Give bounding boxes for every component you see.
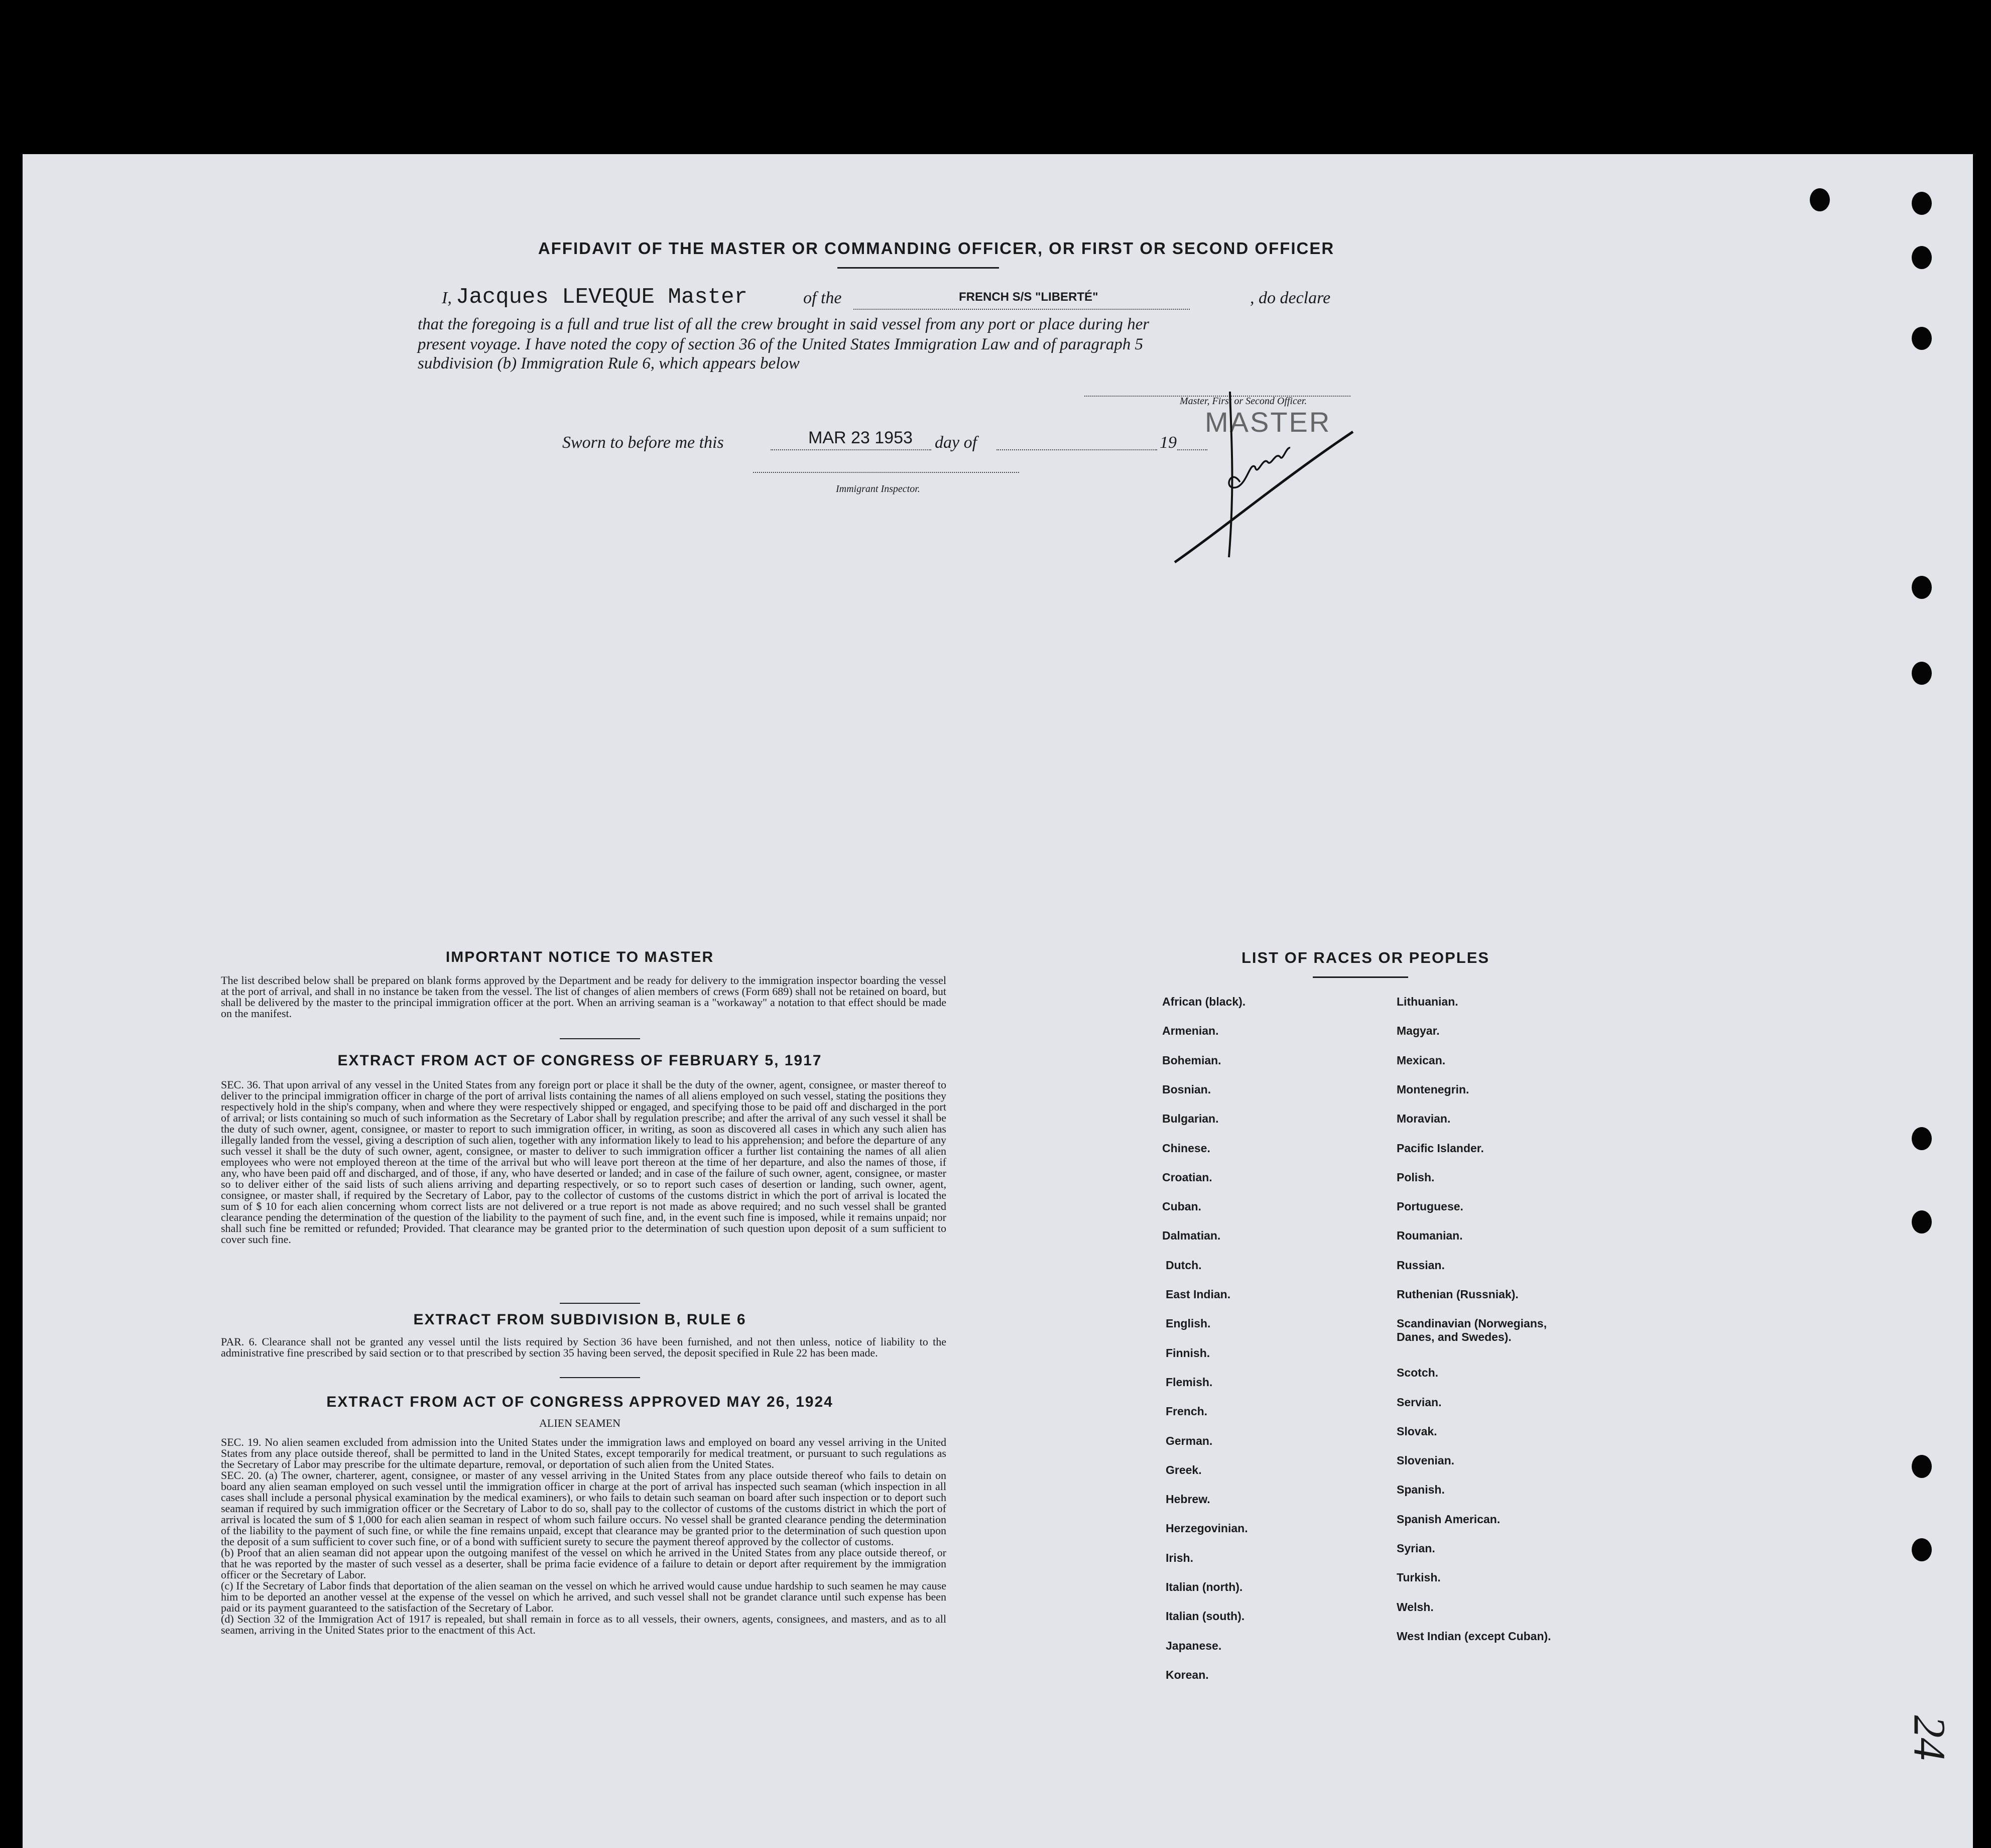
race-item: Armenian.: [1162, 1024, 1219, 1037]
sec-20-paragraph: SEC. 20. (a) The owner, charterer, agent, consignee, or master of any vessel arriving in the United States from any place outside thereof who fails to detain on board any alien seaman employed on such vessel until the immigration officer in charge at the port of arrival has inspected such seaman (which inspection in all cases shall include a personal physical examination by the medical examiners), or who fails to detain such seaman on board after such inspection or to deport such seaman if required by such immigration officer or the Secretary of Labor to do so, shall pay to the collector of customs of the customs district in which the port of arrival is located the sum of $ 1,000 for each alien seaman in respect of whom such failure occurs. No vessel shall be granted clearance pending the determination of the liability to the payment of such fine, or while the fine remains unpaid, except that clearance may be granted prior to the determination of such question upon the deposit of a sum sufficient to cover such fine, or of a bond with sufficient surety to secure the payment thereof approved by the collector of customs.: [221, 1469, 946, 1548]
of-the-text: of the: [803, 289, 842, 307]
race-item: Croatian.: [1162, 1171, 1212, 1184]
typed-master-name: Jacques LEVEQUE Master: [456, 285, 748, 310]
race-item: Bohemian.: [1162, 1054, 1221, 1067]
margin-number: 24: [1904, 1715, 1954, 1761]
handwritten-signature: [1155, 392, 1365, 567]
race-item: Slovenian.: [1397, 1454, 1455, 1467]
race-item: Scandinavian (Norwegians, Danes, and Swedes).: [1397, 1317, 1547, 1343]
date-line: [771, 449, 931, 450]
extract3-title: EXTRACT FROM ACT OF CONGRESS APPROVED MAY 26, 1924: [326, 1394, 833, 1410]
race-item: Welsh.: [1397, 1600, 1434, 1614]
race-item: Pacific Islander.: [1397, 1142, 1484, 1155]
race-item: African (black).: [1162, 995, 1246, 1008]
race-item: Bulgarian.: [1162, 1112, 1219, 1125]
do-declare-text: , do declare: [1250, 289, 1331, 307]
race-item: Magyar.: [1397, 1024, 1440, 1037]
race-item: Dutch.: [1166, 1259, 1202, 1272]
sec-19-paragraph: SEC. 19. No alien seamen excluded from admission into the United States under the immigration laws and employed on board any vessel arriving in the United States from any place outside thereof, shall be permitted to land in the United States, except temporarily for medical treatment, or pursuant to such regulations as the Secretary of Labor may prescribe for the ultimate departure, removal, or deportation of such alien from the United States.: [221, 1436, 946, 1470]
race-item: Irish.: [1166, 1551, 1193, 1564]
sec-20b-paragraph: (b) Proof that an alien seaman did not appear upon the outgoing manifest of the vessel on which he arrived in the United States from any place outside thereof, or that he was reported by the master of such vessel as a deserter, shall be prima facie evidence of a failure to detain or deport after requirement by the immigration officer or the Secretary of Labor.: [221, 1546, 946, 1581]
race-item: Cuban.: [1162, 1200, 1201, 1213]
binder-hole: [1912, 327, 1932, 350]
extract2-title: EXTRACT FROM SUBDIVISION B, RULE 6: [413, 1311, 746, 1328]
race-item: Korean.: [1166, 1668, 1209, 1681]
race-item: Scotch.: [1397, 1366, 1439, 1379]
race-item: Ruthenian (Russniak).: [1397, 1288, 1519, 1301]
binder-hole: [1912, 192, 1932, 215]
binder-hole: [1912, 1210, 1932, 1234]
year-prefix: 19: [1160, 433, 1177, 452]
race-item: Syrian.: [1397, 1542, 1435, 1555]
sec-20d-paragraph: (d) Section 32 of the Immigration Act of 1917 is repealed, but shall remain in force as to all vessels, their owners, agents, consignees, and masters, and as to all seamen, arriving in the United States prior to the enactment of this Act.: [221, 1613, 946, 1636]
vessel-line: [853, 309, 1190, 310]
race-item: Montenegrin.: [1397, 1083, 1469, 1096]
extract3-body: [221, 1437, 946, 1636]
day-of-text: day of: [935, 433, 977, 452]
inspector-caption: Immigrant Inspector.: [836, 483, 920, 495]
race-item: Hebrew.: [1166, 1493, 1210, 1506]
affidavit-title: AFFIDAVIT OF THE MASTER OR COMMANDING OFFICER, OR FIRST OR SECOND OFFICER: [538, 239, 1335, 258]
race-item: English.: [1166, 1317, 1211, 1330]
extract1-title: EXTRACT FROM ACT OF CONGRESS OF FEBRUARY 5, 1917: [337, 1052, 822, 1069]
race-item: German.: [1166, 1434, 1213, 1447]
race-item: French.: [1166, 1405, 1208, 1418]
extract2-rule: [560, 1377, 640, 1378]
race-item: Flemish.: [1166, 1376, 1213, 1389]
notice-body: The list described below shall be prepared on blank forms approved by the Department and be ready for delivery to the immigration inspector boarding the vessel at the port of arrival, and shall in no instance be taken from the vessel. The list of changes of alien members of crews (Form 689) shall not be retained on board, but shall be delivered by the master to the principal immigration officer at the port. When an arriving seaman is a "workaway" a notation to that effect should be made on the manifest.: [221, 974, 946, 1020]
race-item: Greek.: [1166, 1463, 1202, 1476]
notice-rule: [560, 1038, 640, 1039]
race-item: Slovak.: [1397, 1425, 1437, 1438]
race-item: Mexican.: [1397, 1054, 1446, 1067]
race-item: Moravian.: [1397, 1112, 1451, 1125]
races-title-rule: [1313, 976, 1408, 978]
race-item: Turkish.: [1397, 1571, 1441, 1584]
race-item: Servian.: [1397, 1396, 1442, 1409]
binder-hole: [1912, 576, 1932, 599]
extract2-body: PAR. 6. Clearance shall not be granted any vessel until the lists required by Section 36 have been furnished, and not then unless, notice of liability to the administrative fine prescribed by said section or to that prescribed by section 35 having been served, the deposit specified in Rule 22 has been made.: [221, 1335, 946, 1359]
race-item: Japanese.: [1166, 1639, 1222, 1652]
race-item: Russian.: [1397, 1259, 1445, 1272]
race-item: Bosnian.: [1162, 1083, 1211, 1096]
race-item: Roumanian.: [1397, 1229, 1463, 1242]
inspector-signature-line: [753, 472, 1019, 473]
binder-hole: [1912, 1455, 1932, 1478]
affidavit-line3: present voyage. I have noted the copy of section 36 of the United States Immigration Law and of paragraph 5: [418, 335, 1144, 353]
race-item: Italian (south).: [1166, 1610, 1245, 1623]
race-item: Lithuanian.: [1397, 995, 1458, 1008]
race-item: Herzegovinian.: [1166, 1522, 1248, 1535]
extract1-rule: [560, 1303, 640, 1304]
vessel-stamp: FRENCH S/S "LIBERTÉ": [959, 290, 1098, 304]
race-item: Spanish.: [1397, 1483, 1445, 1496]
binder-hole: [1912, 1127, 1932, 1150]
binder-hole: [1912, 662, 1932, 685]
race-item: East Indian.: [1166, 1288, 1231, 1301]
binder-hole: [1912, 1538, 1932, 1561]
binder-hole: [1912, 246, 1932, 269]
extract1-body: SEC. 36. That upon arrival of any vessel in the United States from any foreign port or place it shall be the duty of the owner, agent, consignee, or master thereof to deliver to the principal immigration officer in charge of the port of arrival lists containing the names of all aliens employed on such vessel, stating the positions they respectively hold in the ship's company, when and where they were respectively shipped or engaged, and specifying those to be paid off and discharged in the port of arrival; or lists containing so much of such information as the Secretary of Labor shall by regulation prescribe; and after the arrival of any such vessel it shall be the duty of such owner, agent, consignee, or master to report to such immigration officer, in writing, as soon as discovered all cases in which any such alien has illegally landed from the vessel, giving a description of such alien, together with any information likely to lead to his apprehension; and before the departure of any such vessel it shall be the duty of such owner, agent, consignee, or master to deliver to such immigration officer a further list containing the names of all alien employees who were not employed thereon at the time of the arrival but who will leave port thereon at the time of her departure, and also the names of those, if any, who have been paid off and discharged, and of those, if any, who have deserted or landed; and in case of the failure of such owner, agent, consignee, or master so to deliver either of the said lists of such aliens arriving and departing respectively, or so to report such cases of desertion or landing, such owner, agent, consignee, or master shall, if required by the Secretary of Labor, pay to the collector of customs of the customs district in which the port of arrival is located the sum of $ 10 for each alien concerning whom correct lists are not delivered or a true report is not made as above required; and no such vessel shall be granted clearance pending the determination of the question of the liability to the payment of such fine, and, in the event such fine is imposed, while it remains unpaid; nor shall such fine be remitted or refunded; Provided. That clearance may be granted prior to the determination of such question upon deposit of a sum sufficient to cover such fine.: [221, 1078, 946, 1246]
title-rule: [837, 267, 999, 269]
extract3-subtitle: ALIEN SEAMEN: [539, 1417, 620, 1429]
affidavit-line1: [442, 285, 1355, 311]
race-item: Finnish.: [1166, 1346, 1210, 1360]
binder-hole: [1810, 188, 1830, 211]
race-item: Portuguese.: [1397, 1200, 1463, 1213]
sworn-text: Sworn to before me this: [562, 433, 724, 452]
race-item: West Indian (except Cuban).: [1397, 1630, 1551, 1643]
officer-caption: Master, First or Second Officer.: [1180, 396, 1307, 407]
race-item: Polish.: [1397, 1171, 1435, 1184]
affidavit-line2: that the foregoing is a full and true list of all the crew brought in said vessel from any port or place during her: [418, 315, 1150, 333]
month-line: [997, 449, 1157, 450]
race-item: Italian (north).: [1166, 1580, 1243, 1593]
notice-title: IMPORTANT NOTICE TO MASTER: [445, 949, 714, 965]
sec-20c-paragraph: (c) If the Secretary of Labor finds that deportation of the alien seaman on the vessel on which he arrived would cause undue hardship to such seamen he may cause him to be deported an another vessel at the expense of the vessel on which he arrived, and such vessel shall not be grandet clarance until such expense has been paid or its payment guaranteed to the satisfaction of the Secretary of Labor.: [221, 1579, 946, 1614]
affidavit-line4: subdivision (b) Immigration Rule 6, which appears below: [418, 354, 800, 373]
race-item: Chinese.: [1162, 1142, 1210, 1155]
race-item: Spanish American.: [1397, 1513, 1501, 1526]
races-title: LIST OF RACES OR PEOPLES: [1241, 949, 1490, 966]
date-stamp: MAR 23 1953: [808, 428, 913, 447]
name-prefix: I,: [442, 289, 452, 307]
master-stamp: MASTER: [1205, 406, 1331, 438]
race-item: Dalmatian.: [1162, 1229, 1221, 1242]
